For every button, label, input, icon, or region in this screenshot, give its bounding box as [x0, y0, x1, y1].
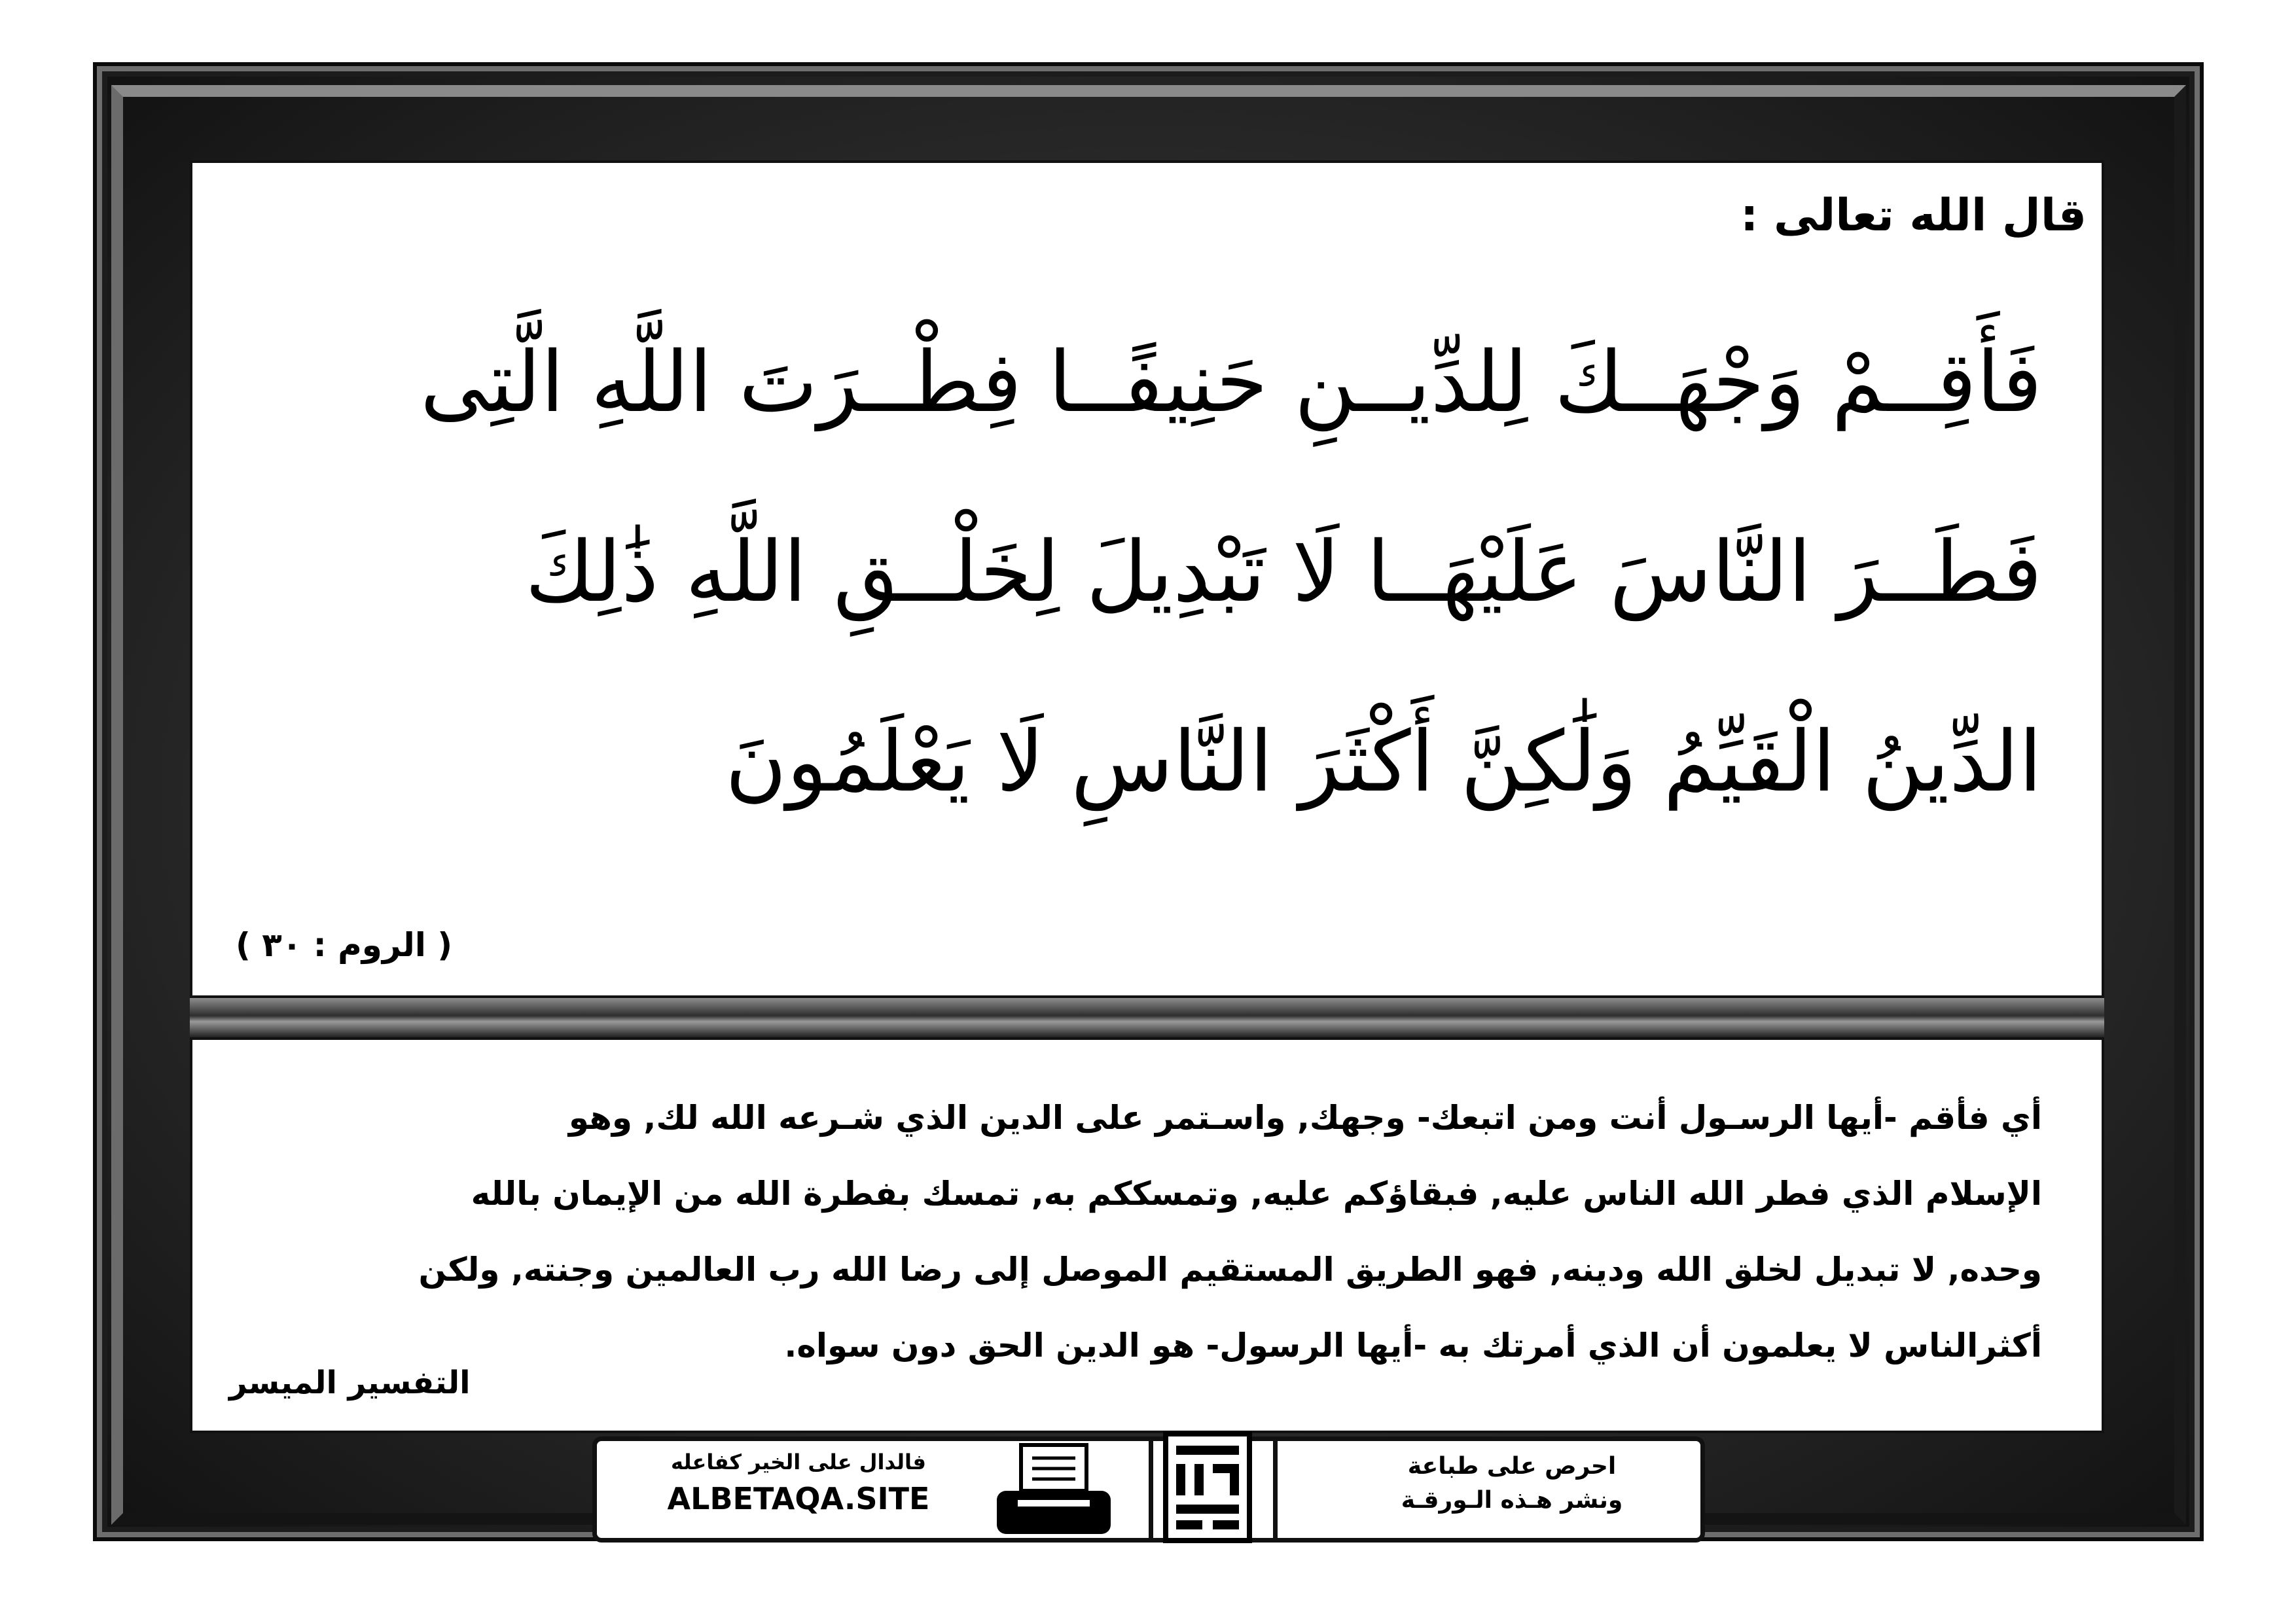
panel-divider [190, 998, 2104, 1037]
dawa-logo [1162, 1430, 1253, 1544]
tafsir-line: أكثرالناس لا يعلمون أن الذي أمرتك به -أيها الرسول- هو الدين الحق دون سواه. [784, 1327, 2042, 1364]
printer-icon [992, 1440, 1116, 1538]
footer-print-request [1348, 1450, 1676, 1518]
tafsir-text [249, 1080, 2042, 1383]
footer-tagline: فالدال على الخير كفاعله [671, 1450, 926, 1474]
footer-right-line: احرص على طباعة [1407, 1453, 1617, 1480]
tafsir-line: أي فأقم -أيها الرسـول أنت ومن اتبعك- وجهك, واسـتمر على الدين الذي شـرعه الله لك, وهو [568, 1099, 2042, 1137]
footer-site-link[interactable]: ALBETAQA.SITE [667, 1481, 930, 1516]
tafsir-line: الإسلام الذي فطر الله الناس عليه, فبقاؤكم عليه, وتمسككم به, تمسك بفطرة الله من الإيمان بالله [471, 1175, 2042, 1213]
footer-site-block [628, 1450, 969, 1516]
quran-verse [236, 288, 2042, 857]
verse-heading: قال الله تعالى : [1740, 190, 2087, 241]
footer-right-line: ونشر هـذه الـورقـة [1401, 1487, 1623, 1514]
tafsir-source: التفسير الميسر [229, 1364, 471, 1401]
footer-separator [1149, 1436, 1153, 1543]
verse-reference: ( الروم : ٣٠ ) [236, 926, 453, 964]
verse-line: فَأَقِــمْ وَجْهَــكَ لِلدِّيــنِ حَنِيفًــا فِطْــرَتَ اللَّهِ الَّتِى [420, 334, 2042, 431]
verse-line: الدِّينُ الْقَيِّمُ وَلَٰكِنَّ أَكْثَرَ النَّاسِ لَا يَعْلَمُونَ [725, 713, 2042, 811]
footer-separator [1273, 1436, 1278, 1543]
tafsir-line: وحده, لا تبديل لخلق الله ودينه, فهو الطريق المستقيم الموصل إلى رضا الله رب العالمين وجنته, ولكن [418, 1251, 2042, 1289]
verse-line: فَطَــرَ النَّاسَ عَلَيْهَــا لَا تَبْدِيلَ لِخَلْــقِ اللَّهِ ذَٰلِكَ [525, 524, 2042, 621]
